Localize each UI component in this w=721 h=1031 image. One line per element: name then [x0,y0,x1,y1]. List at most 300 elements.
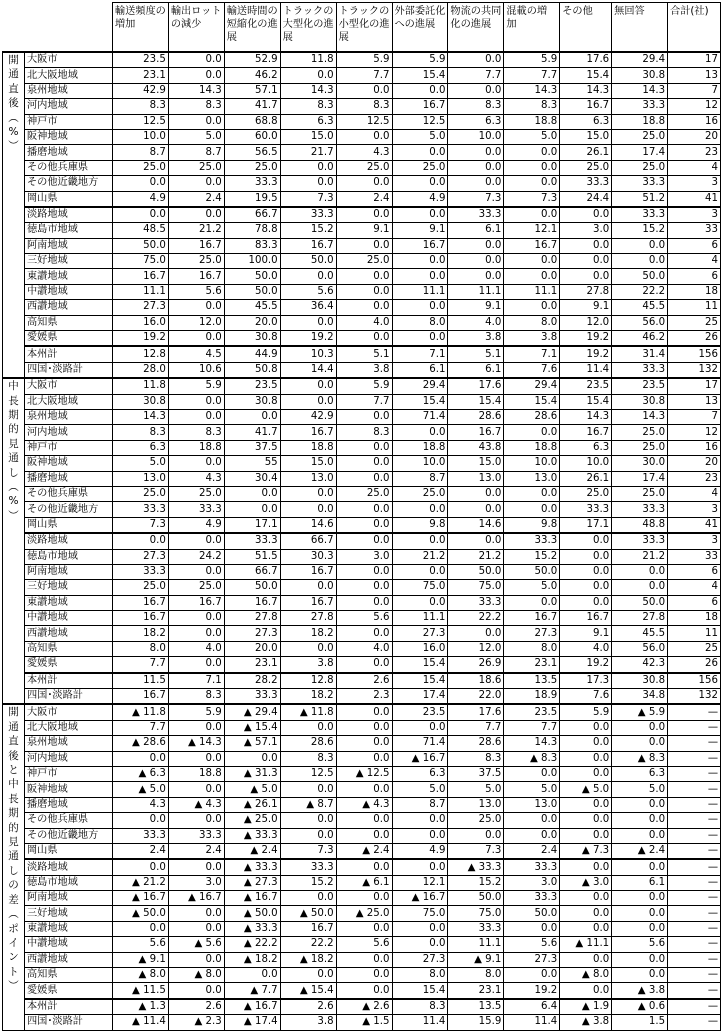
section-label-char: 通 [8,720,19,733]
value-cell: 16.0 [112,315,168,330]
value-cell: 7.3 [112,517,168,533]
value-cell: 15.4 [448,394,504,409]
table-row [3,300,721,315]
value-cell: 0.0 [280,968,336,983]
value-cell: 10.0 [560,456,612,471]
table-row [3,238,721,253]
section-label-char: ︵ [8,111,19,124]
table-row [3,425,721,440]
value-cell: 0.0 [504,254,560,269]
value-cell: 27.3 [392,626,448,641]
region-name: 淡路地域 [24,533,112,549]
region-name: その他兵庫県 [24,160,112,175]
region-name: 北大阪地域 [24,68,112,83]
value-cell: 25.0 [560,160,612,175]
value-cell: 33.3 [224,176,280,191]
column-header: 輸送頻度の増加 [112,3,168,53]
value-cell: ▲ 25.0 [224,813,280,828]
table-row [3,782,721,797]
total-count-cell: — [668,736,721,751]
value-cell: 0.0 [280,580,336,595]
column-header: 外部委託化への進展 [392,3,448,53]
value-cell: 9.1 [392,223,448,238]
table-row [3,657,721,673]
total-count-cell: 26 [668,331,721,347]
value-cell: 0.0 [560,828,612,843]
section-label-char: し [8,466,19,479]
value-cell: 0.0 [168,751,224,766]
value-cell: 7.7 [336,68,392,83]
value-cell: 2.4 [504,843,560,859]
value-cell: 18.2 [280,689,336,705]
value-cell: 15.2 [448,875,504,890]
value-cell: 11.1 [504,284,560,299]
value-cell: 14.3 [168,83,224,98]
value-cell: 0.0 [280,176,336,191]
total-count-cell: 156 [668,346,721,362]
value-cell: 30.0 [612,456,668,471]
value-cell: 0.0 [392,813,448,828]
value-cell: 12.0 [560,315,612,330]
region-name: 神戸市 [24,114,112,129]
value-cell: 17.1 [224,517,280,533]
value-cell: ▲ 8.0 [168,968,224,983]
value-cell: ▲ 6.3 [112,766,168,781]
value-cell: 0.0 [612,254,668,269]
table-row [3,533,721,549]
value-cell: 29.4 [504,378,560,394]
value-cell: 50.0 [612,269,668,284]
value-cell: 0.0 [612,952,668,967]
region-name: 徳島市地域 [24,549,112,564]
section-label-char: と [8,764,19,777]
value-cell: ▲ 18.2 [280,952,336,967]
value-cell: ▲ 5.6 [168,937,224,952]
table-row [3,736,721,751]
table-row [3,641,721,656]
region-name: 三好地域 [24,906,112,921]
region-name: 三好地域 [24,254,112,269]
value-cell: 4.9 [168,517,224,533]
value-cell: 11.1 [392,284,448,299]
region-name: 四国･淡路計 [24,1015,112,1030]
value-cell: 5.6 [336,937,392,952]
value-cell: 24.2 [168,549,224,564]
value-cell: 0.0 [168,983,224,999]
value-cell: 51.2 [612,191,668,207]
value-cell: 22.2 [280,937,336,952]
value-cell: 0.0 [168,409,224,424]
total-count-cell: — [668,937,721,952]
value-cell: 42.9 [112,83,168,98]
value-cell: 37.5 [448,766,504,781]
logistics-survey-table [2,2,721,1031]
value-cell: 3.8 [504,331,560,347]
region-name: 淡路地域 [24,859,112,875]
region-name: 岡山県 [24,191,112,207]
total-count-cell: 13 [668,68,721,83]
value-cell: 31.4 [612,346,668,362]
value-cell: 0.0 [168,921,224,936]
value-cell: 15.4 [560,394,612,409]
value-cell: ▲ 14.3 [168,736,224,751]
total-count-cell: 16 [668,114,721,129]
value-cell: 5.9 [336,52,392,68]
value-cell: 0.0 [612,564,668,579]
total-count-cell: 13 [668,394,721,409]
value-cell: 28.0 [112,362,168,378]
column-header: トラックの大型化の進展 [280,3,336,53]
value-cell: 25.0 [612,486,668,501]
section-label-char: 開 [8,54,19,66]
value-cell: 45.5 [612,300,668,315]
value-cell: 8.3 [448,751,504,766]
value-cell: 41.7 [224,99,280,114]
value-cell: 8.3 [336,425,392,440]
value-cell: 18.8 [280,440,336,455]
value-cell: ▲ 1.5 [336,1015,392,1030]
table-row [3,595,721,610]
value-cell: 27.3 [112,549,168,564]
table-row [3,394,721,409]
value-cell: ▲ 28.6 [112,736,168,751]
value-cell: 16.7 [112,269,168,284]
total-count-cell: — [668,968,721,983]
value-cell: 50.0 [224,580,280,595]
region-name: 高知県 [24,968,112,983]
value-cell: 15.0 [560,129,612,144]
value-cell: 37.5 [224,440,280,455]
total-count-cell: 25 [668,641,721,656]
value-cell: 27.3 [392,952,448,967]
value-cell: 0.0 [392,83,448,98]
value-cell: 3.0 [504,875,560,890]
value-cell: 16.7 [168,238,224,253]
value-cell: 9.8 [392,517,448,533]
value-cell: 16.7 [392,238,448,253]
total-count-cell: 12 [668,99,721,114]
value-cell: 33.3 [612,502,668,517]
value-cell: 5.9 [168,704,224,720]
table-row [3,409,721,424]
value-cell: ▲ 8.0 [112,968,168,983]
value-cell: 0.0 [336,751,392,766]
table-row [3,99,721,114]
value-cell: 21.7 [280,145,336,160]
total-count-cell: 6 [668,564,721,579]
value-cell: 0.0 [336,517,392,533]
value-cell: 55 [224,456,280,471]
value-cell: 0.0 [392,254,448,269]
region-name: その他近畿地方 [24,828,112,843]
total-count-cell: — [668,843,721,859]
value-cell: 0.0 [612,797,668,812]
section-label-char: 通 [8,68,19,81]
value-cell: 50.0 [504,564,560,579]
value-cell: 10.3 [280,346,336,362]
column-header: その他 [560,3,612,53]
value-cell: 33.3 [612,176,668,191]
value-cell: 0.0 [392,533,448,549]
section-label-char: の [8,879,19,892]
region-name: 淡路地域 [24,207,112,223]
value-cell: 8.3 [112,425,168,440]
value-cell: 15.2 [280,875,336,890]
value-cell: 5.0 [504,782,560,797]
total-count-cell: 33 [668,223,721,238]
value-cell: 33.3 [224,689,280,705]
value-cell: 8.0 [392,315,448,330]
value-cell: 4.0 [336,315,392,330]
region-name: 泉州地域 [24,736,112,751]
value-cell: 4.9 [392,843,448,859]
value-cell: 18.8 [168,766,224,781]
value-cell: 0.0 [336,736,392,751]
value-cell: 22.2 [448,611,504,626]
table-row [3,207,721,223]
table-row [3,952,721,967]
value-cell: 0.0 [392,502,448,517]
value-cell: 8.3 [168,689,224,705]
value-cell: 0.0 [280,378,336,394]
header-row [3,3,721,53]
value-cell: 14.3 [504,736,560,751]
total-count-cell: 3 [668,502,721,517]
value-cell: 4.9 [392,191,448,207]
value-cell: 0.0 [168,782,224,797]
value-cell: 2.4 [336,191,392,207]
value-cell: 0.0 [336,409,392,424]
section-label-char: 見 [8,437,19,450]
value-cell: 15.2 [504,549,560,564]
value-cell: 0.0 [612,968,668,983]
value-cell: 14.3 [504,83,560,98]
value-cell: 0.0 [112,751,168,766]
section-label-char: 中 [8,380,19,393]
value-cell: 0.0 [560,207,612,223]
value-cell: 7.3 [448,191,504,207]
table-row [3,68,721,83]
value-cell: 15.2 [280,223,336,238]
value-cell: 7.7 [112,720,168,735]
table-row [3,346,721,362]
region-name: 徳島市地域 [24,875,112,890]
value-cell: 5.9 [392,52,448,68]
section-label-char: ン [8,951,19,964]
value-cell: 5.0 [504,580,560,595]
value-cell: 16.7 [560,611,612,626]
section-label [3,52,25,378]
value-cell: ▲ 16.7 [224,891,280,906]
value-cell: 16.7 [224,595,280,610]
region-name: 泉州地域 [24,409,112,424]
table-row [3,502,721,517]
total-count-cell: 132 [668,689,721,705]
value-cell: 0.0 [168,533,224,549]
value-cell: 27.8 [560,284,612,299]
value-cell: 46.2 [612,331,668,347]
value-cell: 15.4 [392,657,448,673]
value-cell: 0.0 [336,502,392,517]
value-cell: 5.6 [168,284,224,299]
value-cell: ▲ 50.0 [280,906,336,921]
region-name: 河内地域 [24,425,112,440]
value-cell: 17.6 [448,704,504,720]
total-count-cell: — [668,797,721,812]
value-cell: 0.0 [392,828,448,843]
value-cell: 0.0 [612,736,668,751]
total-count-cell: 18 [668,611,721,626]
value-cell: 5.1 [448,346,504,362]
region-name: その他近畿地方 [24,502,112,517]
region-name: その他兵庫県 [24,486,112,501]
value-cell: 6.3 [280,114,336,129]
value-cell: 0.0 [612,921,668,936]
value-cell: 33.3 [112,828,168,843]
value-cell: 27.8 [280,611,336,626]
table-row [3,486,721,501]
value-cell: 50.0 [448,564,504,579]
value-cell: 12.8 [112,346,168,362]
table-row [3,145,721,160]
value-cell: 14.3 [560,83,612,98]
value-cell: 6.3 [112,440,168,455]
value-cell: 5.9 [336,378,392,394]
value-cell: 33.3 [560,502,612,517]
value-cell: 0.0 [112,207,168,223]
value-cell: 0.0 [504,425,560,440]
section-label-char: ︵ [8,908,19,921]
value-cell: 11.1 [448,937,504,952]
value-cell: 0.0 [280,813,336,828]
value-cell: ▲ 17.4 [224,1015,280,1030]
value-cell: 16.7 [280,595,336,610]
value-cell: 30.3 [280,549,336,564]
section-label [3,378,25,704]
value-cell: 0.0 [448,626,504,641]
value-cell: 50.0 [504,906,560,921]
value-cell: 0.0 [392,720,448,735]
region-name: 本州計 [24,346,112,362]
value-cell: 0.0 [168,952,224,967]
region-name: 岡山県 [24,517,112,533]
value-cell: 0.0 [392,859,448,875]
value-cell: 0.0 [336,626,392,641]
value-cell: 8.7 [392,471,448,486]
table-row [3,611,721,626]
section-label-text [3,53,24,154]
value-cell: ▲ 9.1 [112,952,168,967]
value-cell: 17.3 [560,673,612,689]
value-cell: 8.3 [168,425,224,440]
value-cell: 100.0 [224,254,280,269]
value-cell: 0.0 [560,906,612,921]
value-cell: 4.9 [112,191,168,207]
total-count-cell: 41 [668,191,721,207]
table-row [3,564,721,579]
value-cell: 8.7 [168,145,224,160]
table-row [3,284,721,299]
section-label-char: % [8,495,19,508]
value-cell: 0.0 [612,828,668,843]
value-cell: 28.6 [280,736,336,751]
value-cell: 0.0 [504,813,560,828]
value-cell: 25.0 [112,486,168,501]
value-cell: 50.0 [448,891,504,906]
region-name: 西讃地域 [24,952,112,967]
value-cell: 0.0 [392,425,448,440]
value-cell: 16.0 [392,641,448,656]
value-cell: 0.0 [504,595,560,610]
table-body [3,52,721,1030]
total-count-cell: — [668,921,721,936]
value-cell: 41.7 [224,425,280,440]
region-name: 東讃地域 [24,595,112,610]
region-name: 徳島市地域 [24,223,112,238]
value-cell: 28.6 [448,409,504,424]
value-cell: 6.3 [560,114,612,129]
table-row [3,549,721,564]
value-cell: 5.0 [448,782,504,797]
value-cell: 18.2 [112,626,168,641]
value-cell: 0.0 [560,766,612,781]
section-label-char: 直 [8,82,19,95]
value-cell: 3.8 [280,657,336,673]
value-cell: 24.4 [560,191,612,207]
value-cell: 71.4 [392,409,448,424]
total-count-cell: 12 [668,425,721,440]
value-cell: 23.1 [504,657,560,673]
value-cell: 0.0 [224,486,280,501]
total-count-cell: 18 [668,284,721,299]
table-row [3,1015,721,1030]
total-count-cell: 7 [668,409,721,424]
value-cell: 0.0 [168,331,224,347]
value-cell: 33.3 [112,564,168,579]
value-cell: 18.8 [612,114,668,129]
section-label-char: ︶ [8,509,19,522]
region-name: 阿南地域 [24,238,112,253]
value-cell: 27.3 [504,952,560,967]
region-name: 阪神地域 [24,456,112,471]
value-cell: ▲ 0.6 [612,999,668,1015]
table-row [3,176,721,191]
value-cell: ▲ 5.9 [612,704,668,720]
value-cell: 0.0 [504,207,560,223]
value-cell: 21.2 [168,223,224,238]
value-cell: 9.1 [560,626,612,641]
region-name: 四国･淡路計 [24,689,112,705]
value-cell: ▲ 50.0 [112,906,168,921]
value-cell: 13.0 [448,471,504,486]
value-cell: 16.7 [168,595,224,610]
total-count-cell: — [668,782,721,797]
value-cell: 25.0 [336,254,392,269]
table-row [3,580,721,595]
table-row [3,937,721,952]
value-cell: 0.0 [168,720,224,735]
region-name: 中讃地域 [24,937,112,952]
value-cell: 23.1 [224,657,280,673]
value-cell: 33.3 [448,207,504,223]
value-cell: 30.8 [112,394,168,409]
value-cell: 71.4 [392,736,448,751]
value-cell: ▲ 7.7 [224,983,280,999]
value-cell: 0.0 [392,145,448,160]
total-count-cell: — [668,1015,721,1030]
table-row [3,191,721,207]
value-cell: 0.0 [560,983,612,999]
